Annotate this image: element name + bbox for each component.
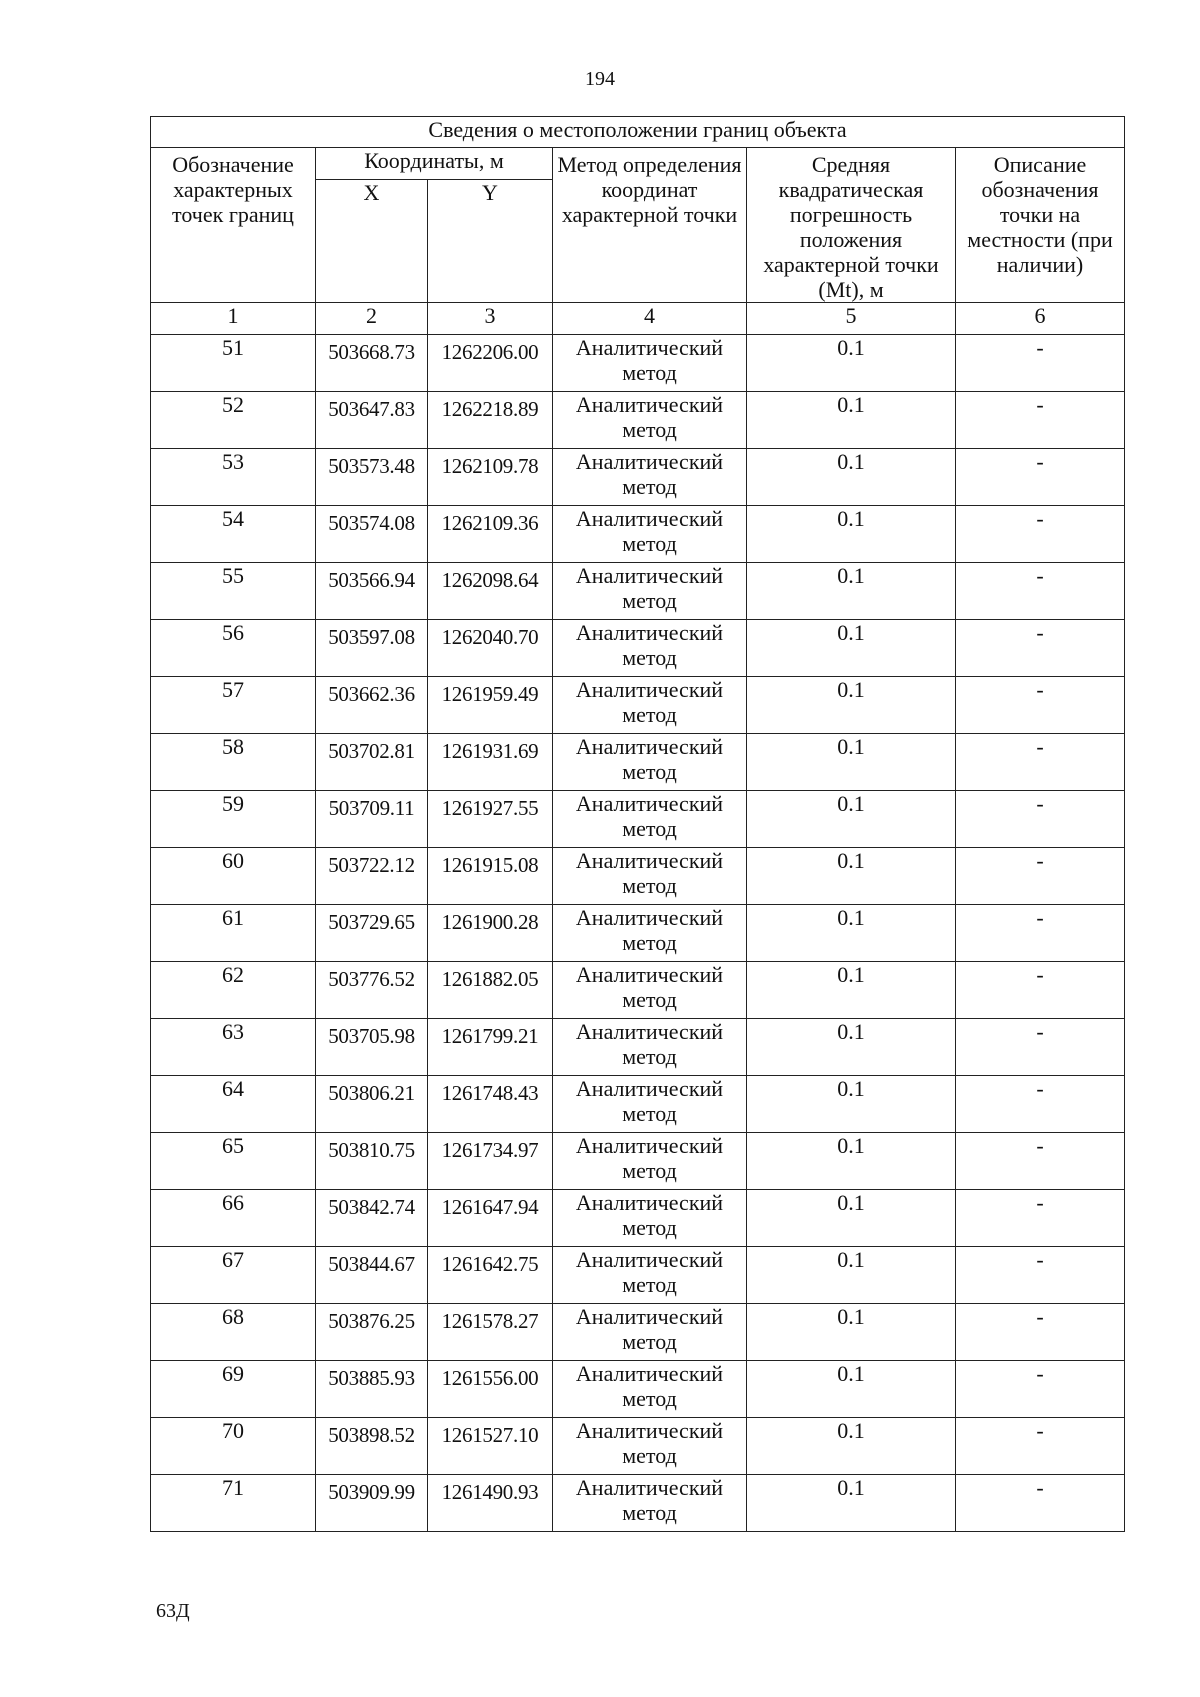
- column-number: 3: [428, 303, 553, 335]
- x-coordinate-cell: 503810.75: [316, 1133, 428, 1190]
- point-cell: 58: [151, 734, 316, 791]
- method-cell: Аналитический метод: [553, 962, 747, 1019]
- x-coordinate-cell: 503566.94: [316, 563, 428, 620]
- description-cell: -: [956, 335, 1125, 392]
- y-coordinate-cell: 1261799.21: [428, 1019, 553, 1076]
- table-row: [151, 1133, 1125, 1190]
- point-cell: 71: [151, 1475, 316, 1532]
- y-coordinate-cell: 1261959.49: [428, 677, 553, 734]
- column-numbers-row: [151, 303, 1125, 335]
- description-cell: -: [956, 1019, 1125, 1076]
- error-cell: 0.1: [747, 848, 956, 905]
- point-cell: 57: [151, 677, 316, 734]
- error-cell: 0.1: [747, 1304, 956, 1361]
- header-description: Описание обозначения точки на местности (при наличии): [956, 148, 1125, 303]
- table-row: [151, 335, 1125, 392]
- error-cell: 0.1: [747, 449, 956, 506]
- method-cell: Аналитический метод: [553, 1133, 747, 1190]
- description-cell: -: [956, 620, 1125, 677]
- error-cell: 0.1: [747, 620, 956, 677]
- point-cell: 59: [151, 791, 316, 848]
- y-coordinate-cell: 1261642.75: [428, 1247, 553, 1304]
- y-coordinate-cell: 1262206.00: [428, 335, 553, 392]
- description-cell: -: [956, 905, 1125, 962]
- y-coordinate-cell: 1262040.70: [428, 620, 553, 677]
- point-cell: 64: [151, 1076, 316, 1133]
- x-coordinate-cell: 503898.52: [316, 1418, 428, 1475]
- method-cell: Аналитический метод: [553, 1475, 747, 1532]
- point-cell: 68: [151, 1304, 316, 1361]
- method-cell: Аналитический метод: [553, 335, 747, 392]
- y-coordinate-cell: 1261748.43: [428, 1076, 553, 1133]
- method-cell: Аналитический метод: [553, 1418, 747, 1475]
- table-row: [151, 1247, 1125, 1304]
- method-cell: Аналитический метод: [553, 734, 747, 791]
- point-cell: 56: [151, 620, 316, 677]
- x-coordinate-cell: 503729.65: [316, 905, 428, 962]
- x-coordinate-cell: 503844.67: [316, 1247, 428, 1304]
- table-row: [151, 962, 1125, 1019]
- table-row: [151, 1418, 1125, 1475]
- description-cell: -: [956, 1133, 1125, 1190]
- error-cell: 0.1: [747, 791, 956, 848]
- header-point: Обозначение характерных точек границ: [151, 148, 316, 303]
- description-cell: -: [956, 1190, 1125, 1247]
- description-cell: -: [956, 1076, 1125, 1133]
- description-cell: -: [956, 677, 1125, 734]
- x-coordinate-cell: 503662.36: [316, 677, 428, 734]
- point-cell: 55: [151, 563, 316, 620]
- method-cell: Аналитический метод: [553, 563, 747, 620]
- point-cell: 51: [151, 335, 316, 392]
- x-coordinate-cell: 503702.81: [316, 734, 428, 791]
- error-cell: 0.1: [747, 1190, 956, 1247]
- column-number: 4: [553, 303, 747, 335]
- error-cell: 0.1: [747, 1076, 956, 1133]
- x-coordinate-cell: 503709.11: [316, 791, 428, 848]
- table-row: [151, 905, 1125, 962]
- error-cell: 0.1: [747, 734, 956, 791]
- method-cell: Аналитический метод: [553, 620, 747, 677]
- table-row: [151, 506, 1125, 563]
- point-cell: 63: [151, 1019, 316, 1076]
- point-cell: 52: [151, 392, 316, 449]
- column-number: 2: [316, 303, 428, 335]
- x-coordinate-cell: 503776.52: [316, 962, 428, 1019]
- description-cell: -: [956, 506, 1125, 563]
- method-cell: Аналитический метод: [553, 1190, 747, 1247]
- header-coordinates: Координаты, м: [316, 148, 553, 180]
- method-cell: Аналитический метод: [553, 1076, 747, 1133]
- x-coordinate-cell: 503705.98: [316, 1019, 428, 1076]
- description-cell: -: [956, 1418, 1125, 1475]
- point-cell: 60: [151, 848, 316, 905]
- y-coordinate-cell: 1261578.27: [428, 1304, 553, 1361]
- error-cell: 0.1: [747, 1418, 956, 1475]
- table-row: [151, 1190, 1125, 1247]
- y-coordinate-cell: 1262109.78: [428, 449, 553, 506]
- description-cell: -: [956, 392, 1125, 449]
- description-cell: -: [956, 848, 1125, 905]
- y-coordinate-cell: 1261931.69: [428, 734, 553, 791]
- method-cell: Аналитический метод: [553, 677, 747, 734]
- error-cell: 0.1: [747, 392, 956, 449]
- error-cell: 0.1: [747, 563, 956, 620]
- x-coordinate-cell: 503806.21: [316, 1076, 428, 1133]
- table-row: [151, 1304, 1125, 1361]
- description-cell: -: [956, 1304, 1125, 1361]
- point-cell: 65: [151, 1133, 316, 1190]
- x-coordinate-cell: 503885.93: [316, 1361, 428, 1418]
- method-cell: Аналитический метод: [553, 848, 747, 905]
- column-number: 6: [956, 303, 1125, 335]
- x-coordinate-cell: 503668.73: [316, 335, 428, 392]
- column-number: 1: [151, 303, 316, 335]
- column-number: 5: [747, 303, 956, 335]
- table-row: [151, 791, 1125, 848]
- y-coordinate-cell: 1261900.28: [428, 905, 553, 962]
- error-cell: 0.1: [747, 677, 956, 734]
- table-row: [151, 1475, 1125, 1532]
- y-coordinate-cell: 1262109.36: [428, 506, 553, 563]
- description-cell: -: [956, 563, 1125, 620]
- description-cell: -: [956, 1475, 1125, 1532]
- error-cell: 0.1: [747, 1133, 956, 1190]
- table-row: [151, 449, 1125, 506]
- description-cell: -: [956, 1247, 1125, 1304]
- x-coordinate-cell: 503597.08: [316, 620, 428, 677]
- table-row: [151, 848, 1125, 905]
- error-cell: 0.1: [747, 905, 956, 962]
- method-cell: Аналитический метод: [553, 1247, 747, 1304]
- table-row: [151, 734, 1125, 791]
- error-cell: 0.1: [747, 1361, 956, 1418]
- error-cell: 0.1: [747, 1019, 956, 1076]
- boundary-points-table: [150, 116, 1125, 1532]
- point-cell: 69: [151, 1361, 316, 1418]
- header-error: Средняя квадратическая погрешность положения характерной точки (Mt), м: [747, 148, 956, 303]
- x-coordinate-cell: 503647.83: [316, 392, 428, 449]
- description-cell: -: [956, 962, 1125, 1019]
- y-coordinate-cell: 1261734.97: [428, 1133, 553, 1190]
- x-coordinate-cell: 503573.48: [316, 449, 428, 506]
- table-row: [151, 1361, 1125, 1418]
- method-cell: Аналитический метод: [553, 506, 747, 563]
- header-x: X: [316, 179, 428, 302]
- x-coordinate-cell: 503876.25: [316, 1304, 428, 1361]
- header-y: Y: [428, 179, 553, 302]
- error-cell: 0.1: [747, 962, 956, 1019]
- header-method: Метод определения координат характерной точки: [553, 148, 747, 303]
- method-cell: Аналитический метод: [553, 905, 747, 962]
- table-row: [151, 563, 1125, 620]
- method-cell: Аналитический метод: [553, 1304, 747, 1361]
- table-caption: Сведения о местоположении границ объекта: [151, 117, 1125, 148]
- error-cell: 0.1: [747, 335, 956, 392]
- x-coordinate-cell: 503574.08: [316, 506, 428, 563]
- point-cell: 62: [151, 962, 316, 1019]
- footer-code: 63Д: [156, 1600, 190, 1622]
- description-cell: -: [956, 791, 1125, 848]
- x-coordinate-cell: 503842.74: [316, 1190, 428, 1247]
- error-cell: 0.1: [747, 1247, 956, 1304]
- y-coordinate-cell: 1261915.08: [428, 848, 553, 905]
- table-row: [151, 620, 1125, 677]
- table-row: [151, 1076, 1125, 1133]
- description-cell: -: [956, 1361, 1125, 1418]
- method-cell: Аналитический метод: [553, 449, 747, 506]
- y-coordinate-cell: 1262218.89: [428, 392, 553, 449]
- y-coordinate-cell: 1261647.94: [428, 1190, 553, 1247]
- y-coordinate-cell: 1261490.93: [428, 1475, 553, 1532]
- y-coordinate-cell: 1261527.10: [428, 1418, 553, 1475]
- y-coordinate-cell: 1262098.64: [428, 563, 553, 620]
- point-cell: 66: [151, 1190, 316, 1247]
- page-number: 194: [585, 68, 615, 90]
- point-cell: 53: [151, 449, 316, 506]
- table-row: [151, 677, 1125, 734]
- x-coordinate-cell: 503909.99: [316, 1475, 428, 1532]
- table-row: [151, 1019, 1125, 1076]
- table-body: [151, 335, 1125, 1532]
- method-cell: Аналитический метод: [553, 1361, 747, 1418]
- method-cell: Аналитический метод: [553, 392, 747, 449]
- error-cell: 0.1: [747, 506, 956, 563]
- method-cell: Аналитический метод: [553, 1019, 747, 1076]
- point-cell: 70: [151, 1418, 316, 1475]
- y-coordinate-cell: 1261556.00: [428, 1361, 553, 1418]
- description-cell: -: [956, 449, 1125, 506]
- point-cell: 54: [151, 506, 316, 563]
- table-row: [151, 392, 1125, 449]
- point-cell: 67: [151, 1247, 316, 1304]
- point-cell: 61: [151, 905, 316, 962]
- y-coordinate-cell: 1261927.55: [428, 791, 553, 848]
- y-coordinate-cell: 1261882.05: [428, 962, 553, 1019]
- method-cell: Аналитический метод: [553, 791, 747, 848]
- description-cell: -: [956, 734, 1125, 791]
- x-coordinate-cell: 503722.12: [316, 848, 428, 905]
- error-cell: 0.1: [747, 1475, 956, 1532]
